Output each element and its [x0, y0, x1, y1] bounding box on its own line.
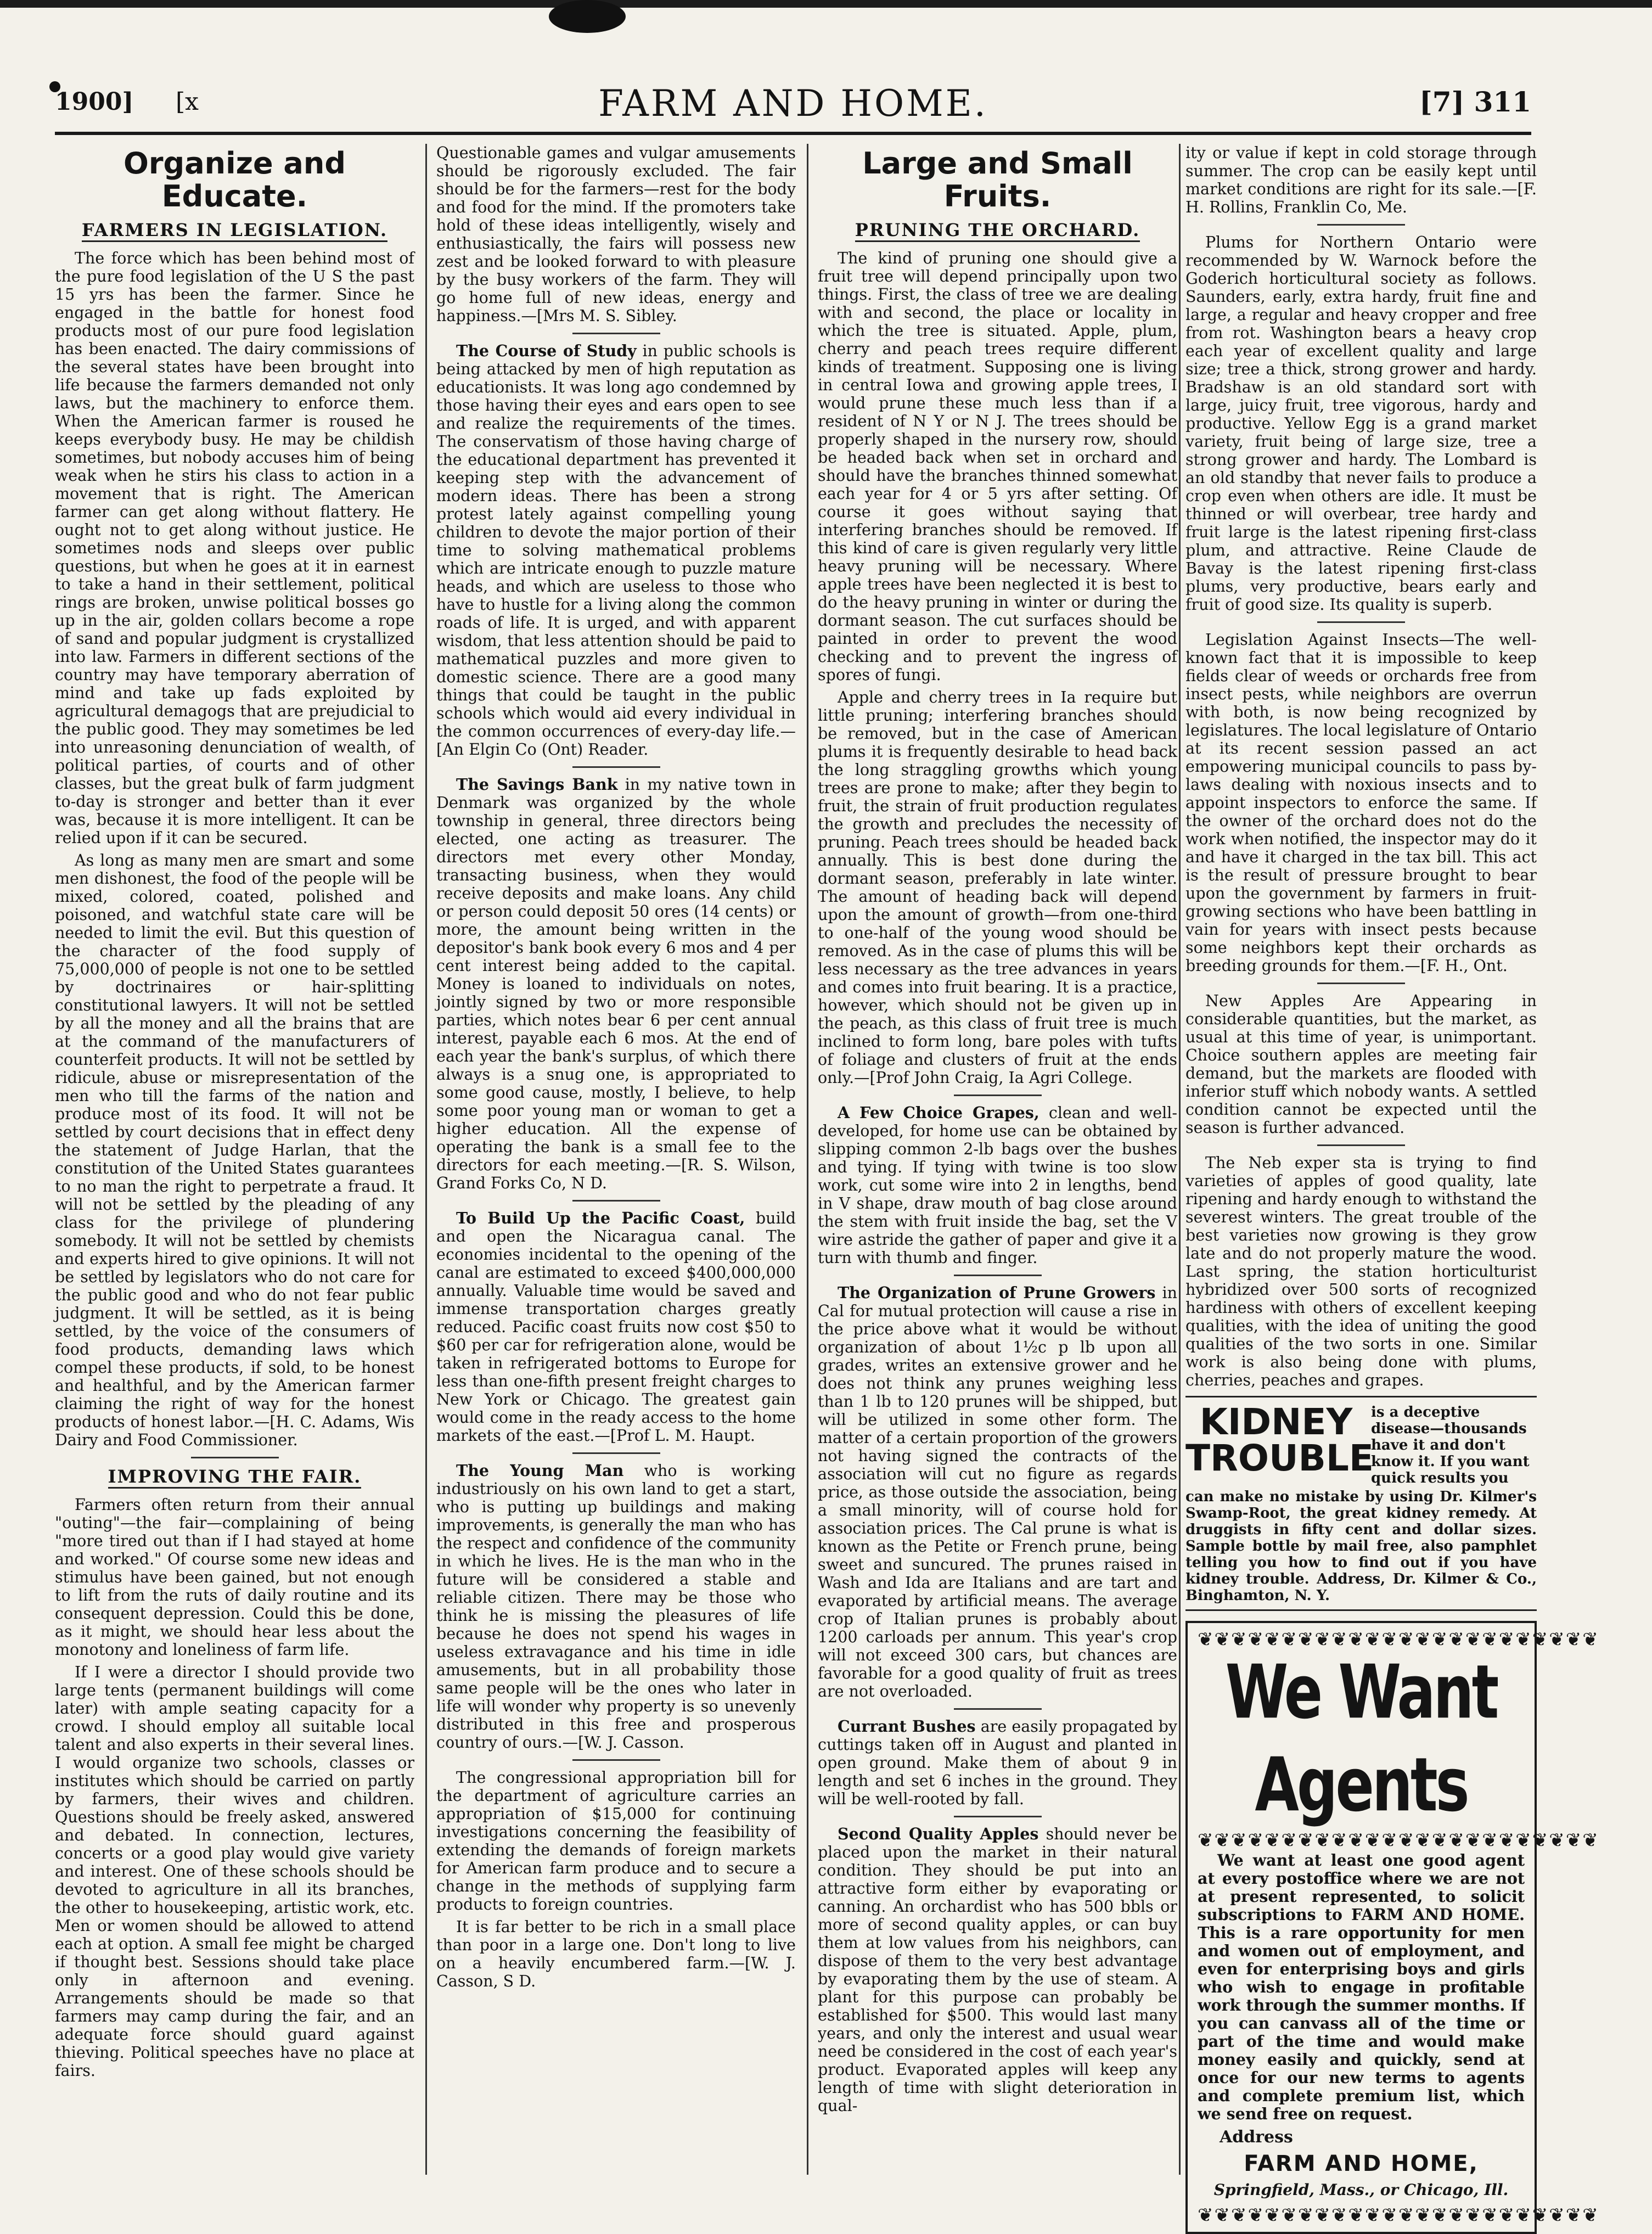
divider [1317, 224, 1405, 226]
article-paragraph [818, 1284, 1177, 1700]
column-2 [436, 144, 796, 2175]
article-paragraph [818, 1104, 1177, 1267]
column-rule [425, 144, 427, 2175]
kidney-ad-side-text: is a deceptive disease—thousands have it and don't know it. If you want quick results you [1371, 1404, 1530, 1486]
article-paragraph: Farmers often return from their annual "outing"—the fair—complaining of being "more tired out than if I had stayed at home and worked." Of course some new ideas and stimulus have been gained, but not enough to lift from the ruts of daily routine and its consequent depression. Could this be done, as it might, we should hear less about the monotony and loneliness of farm life. [55, 1496, 414, 1659]
divider [572, 333, 660, 334]
ornament-border-top: ❦❦❦❦❦❦❦❦❦❦❦❦❦❦❦❦❦❦❦❦❦❦❦❦ [1198, 1629, 1599, 1651]
divider [572, 766, 660, 768]
article-lead: Second Quality Apples [838, 1825, 1039, 1843]
agents-ad-body: We want at least one good agent at every postoffice where we are not at present represented, to solicit subscriptions to FARM AND HOME. This is a rare opportunity for men and women out of employment, and even for enterprising boys and girls who wish to engage in profitable work through the summer months. If you can canvass all of the time or part of the time and would make money easily and quickly, send at once for our new terms to agents and complete premium list, which we send free on request. [1198, 1851, 1525, 2123]
article-paragraph [818, 1717, 1177, 1808]
kidney-ad-body: can make no mistake by using Dr. Kilmer's Swamp-Root, the great kidney remedy. At druggists in fifty cent and dollar sizes. Sample bottle by mail free, also pamphlet telling you how to find out if you have kidney trouble. Address, Dr. Kilmer & Co., Binghamton, N. Y. [1185, 1489, 1537, 1604]
header-year: 1900] [55, 88, 134, 116]
article-paragraph: Legislation Against Insects—The well-known fact that it is impossible to keep fields clear of weeds or orchards free from insect pests, while neighbors are overrun with both, is now being recognized by legislatures. The local legislature of Ontario at its recent session passed an act empowering municipal councils to pass by-laws dealing with noxious insects and to appoint inspectors to enforce the same. If the owner of the orchard does not do the work when notified, the inspector may do it and have it charged in the tax bill. This act is the result of pressure brought to bear upon the government by farmers in fruit-growing sections who have been battling in vain for years with insect pests because some neighbors kept their orchards as breeding grounds for them.—[F. H., Ont. [1185, 631, 1537, 975]
divider [191, 1457, 279, 1458]
article-lead: To Build Up the Pacific Coast, [456, 1209, 745, 1227]
article-lead: A Few Choice Grapes, [838, 1103, 1039, 1122]
article-paragraph [436, 342, 796, 759]
page-header [55, 82, 1531, 126]
ink-blot [549, 0, 626, 33]
masthead-title: FARM AND HOME. [598, 82, 988, 125]
article-text: who is working industriously on his own land to get a start, who is putting up buildings and making improvements, is generally the man who has the respect and confidence of the community in which he lives. He is the man who in the future will be considered a stable and reliable citizen. There may be those who think he is missing the pleasures of life because he does not spend his wages in useless extravagance and his time in idle amusements, but in all probability those same people will be the ones who later in life will wonder why property is so unevenly distributed in this free and prosperous country of ours.—[W. J. Casson. [436, 1462, 796, 1752]
article-text: clean and well-developed, for home use can be obtained by slipping common 2-lb bags over the bushes and tying. If tying with twine is too slow work, cut some wire into 2 in lengths, bend in V shape, draw mouth of bag close around the stem with fruit inside the bag, set the V wire astride the gather of paper and give it a turn with thumb and finger. [818, 1104, 1177, 1267]
agents-ad-address-label: Address [1220, 2128, 1293, 2147]
column-3 [818, 144, 1177, 2175]
subheading-text: PRUNING THE ORCHARD. [855, 220, 1140, 242]
header-bracket: [x [176, 88, 199, 116]
article-paragraph [818, 1825, 1177, 2115]
ornament-border-middle: ❦❦❦❦❦❦❦❦❦❦❦❦❦❦❦❦❦❦❦❦❦❦❦❦ [1198, 1829, 1599, 1851]
article-paragraph: The Neb exper sta is trying to find varieties of apples of good quality, late ripening and hardy enough to withstand the severest winters. The great trouble of the best varieties now growing is they grow late and do not properly mature the wood. Last spring, the station horticulturist hybridized over 500 sorts of recognized hardiness with others of excellent keeping qualities, with the idea of uniting the good qualities of the two sorts in one. Similar work is also being done with plums, cherries, peaches and grapes. [1185, 1154, 1537, 1389]
kidney-ad-headline [1185, 1401, 1374, 1479]
column-rule [807, 144, 808, 2175]
divider [954, 1275, 1042, 1276]
column-1 [55, 144, 414, 2175]
article-paragraph [436, 776, 796, 1192]
section-title: Large and Small Fruits. [862, 146, 1133, 214]
article-paragraph [436, 1209, 796, 1445]
column-rule [1179, 144, 1181, 2175]
agents-ad-publisher: FARM AND HOME, [1244, 2151, 1479, 2176]
article-text: in Cal for mutual protection will cause a rise in the price above what it would be without organization of about 1½c p lb upon all grades, writes an extensive grower and he does not think any prunes weighing less than 1 lb to 120 prunes will be shipped, but will be utilized in some other form. The matter of a certain proportion of the growers not having signed the contracts of the association will cut no figure as regards price, as those outside the association, being a small minority, will of course hold for association prices. The Cal prune is what is known as the Petite or French prune, being sweet and suncured. The prunes raised in Wash and Ida are Italians and are tart and evaporated by artificial means. The average crop of Italian prunes is probably about 1200 carloads per annum. This year's crop will not exceed 300 cars, but chances are favorable for a good quality of fruit as trees are not overloaded. [818, 1284, 1177, 1700]
article-lead: The Organization of Prune Growers [838, 1283, 1156, 1302]
kidney-trouble-ad [1185, 1396, 1537, 1611]
scan-border-top [0, 0, 1652, 38]
article-paragraph: As long as many men are smart and some men dishonest, the food of the people will be mixed, colored, coated, polished and poisoned, and watchful state care will be needed to limit the evil. But this question of the character of the food supply of 75,000,000 of people is not one to be settled by doctrinaires or hair-splitting constitutional lawyers. It will not be settled by all the money and all the brains that are at the command of the manufacturers of counterfeit products. It will not be settled by ridicule, abuse or misrepresentation of the men who till the farms of the nation and produce most of its food. It will not be settled by court decisions that in effect deny the statement of Judge Harlan, that the constitution of the United States guarantees to no man the right to perpetrate a fraud. It will not be settled by the pleading of any class for the privilege of plundering somebody. It will not be settled by chemists and experts hired to give opinions. It will not be settled by legislators who do not care for the public good and who do not fear public judgment. It will be settled, as it is being settled, by the voice of the consumers of food products, demanding laws which compel these products, if sold, to be honest and healthful, and by the American farmer claiming the right of way for the honest products of honest labor.—[H. C. Adams, Wis Dairy and Food Commissioner. [55, 851, 414, 1449]
subheading [818, 220, 1177, 240]
article-paragraph [436, 1462, 796, 1752]
divider [1317, 1144, 1405, 1146]
article-text: are easily propagated by cuttings taken off in August and planted in open ground. Make them of about 9 in length and set 6 inches in the ground. They will be well-rooted by fall. [818, 1717, 1177, 1808]
article-paragraph: ity or value if kept in cold storage through summer. The crop can be easily kept until market conditions are right for its sale.—[F. H. Rollins, Franklin Co, Me. [1185, 144, 1537, 216]
article-lead: The Savings Bank [456, 775, 618, 794]
divider [1317, 621, 1405, 623]
article-paragraph: The congressional appropriation bill for the department of agriculture carries an appropriation of $15,000 for continuing investigations concerning the feasibility of extending the demands of foreign markets for American farm produce and to secure a change in the methods of supplying farm products to foreign countries. [436, 1769, 796, 1913]
article-text: in public schools is being attacked by men of high reputation as educationists. It was long ago condemned by those having their eyes and ears open to see and realize the requirements of the times. The conservatism of those having charge of the educational department has prevented it keeping step with the advancement of modern ideas. There has been a strong protest lately against compelling young children to devote the major portion of their time to solving mathematical problems which are intricate enough to puzzle mature heads, and which are useless to those who have to hustle for a living along the common roads of life. It is urged, and with apparent wisdom, that less attention should be paid to mathematical puzzles and more given to domestic science. There are a good many things that could be taught in the public schools which would aid every individual in the common occurrences of every-day life.—[An Elgin Co (Ont) Reader. [436, 342, 796, 759]
kidney-word: KIDNEY [1199, 1401, 1353, 1443]
article-text: build and open the Nicaragua canal. The economies incidental to the opening of the canal are estimated to exceed $400,000,000 annually. Valuable time would be saved and immense transportation charges greatly reduced. Pacific coast fruits now cost $50 to $60 per car for refrigeration alone, would be taken in refrigerated bottoms to Europe for less than one-fifth present freight charges to New York or Chicago. The greatest gain would come in the ready access to the home markets of the east.—[Prof L. M. Haupt. [436, 1209, 796, 1445]
kidney-ad-head [1185, 1401, 1537, 1486]
article-paragraph: New Apples Are Appearing in considerable quantities, but the market, as usual at this time of year, is unimportant. Choice southern apples are meeting fair demand, but the markets are flooded with inferior stuff which nobody wants. A settled condition cannot be expected until the season is further advanced. [1185, 992, 1537, 1137]
agents-ad-city: Springfield, Mass., or Chicago, Ill. [1213, 2181, 1509, 2199]
subheading-text: IMPROVING THE FAIR. [108, 1466, 362, 1489]
divider [572, 1452, 660, 1454]
article-lead: The Young Man [456, 1461, 624, 1480]
article-paragraph: Plums for Northern Ontario were recommended by W. Warnock before the Goderich horticultural society as follows. Saunders, early, extra hardy, fruit fine and large, a regular and heavy cropper and free from rot. Washington bears a heavy crop each year of excellent quality and large size; tree a thick, strong grower and hardy. Bradshaw is an old standard sort with large, juicy fruit, tree vigorous, hardy and productive. Yellow Egg is a grand market variety, fruit being of large size, tree a strong grower and hardy. The Lombard is an old standby that never fails to produce a crop even when others are idle. It must be thinned or will overbear, tree hardy and fruit large is the latest ripening first-class plum, and attractive. Reine Claude de Bavay is the latest ripening first-class plums, very productive, bears early and fruit of good size. Its quality is superb. [1185, 233, 1537, 614]
article-paragraph: The kind of pruning one should give a fruit tree will depend principally upon two things. First, the class of tree we are dealing with and second, the place or locality in which the tree is situated. Apple, plum, cherry and peach trees require different kinds of treatment. Supposing one is living in central Iowa and growing apple trees, I would prune these much less than if a resident of N Y or N J. The trees should be properly shaped in the nursery row, should be headed back when set in orchard and should have the branches thinned somewhat each year for 4 or 5 yrs after setting. Of course it goes without saying that interfering branches should be removed. If this kind of care is given regularly very little heavy pruning will be necessary. Where apple trees have been neglected it is best to do the heavy pruning in winter or during the dormant season. The cut surfaces should be painted in order to prevent the wood checking and to prevent the ingress of spores of fungi. [818, 249, 1177, 684]
article-text: in my native town in Denmark was organized by the whole township in general, three directors being elected, one acting as treasurer. The directors met every other Monday, transacting business, when they would receive deposits and make loans. Any child or person could deposit 50 ores (14 cents) or more, the amount being written in the depositor's bank book every 6 mos and 4 per cent interest being added to the capital. Money is loaned to individuals on notes, jointly signed by two or more responsible parties, which notes bear 6 per cent annual interest, payable each 6 mos. At the end of each year the bank's surplus, of which there always is a snug one, is appropriated to some good cause, mostly, I believe, to help some poor young man or woman to get a higher education. All the expense of operating the bank is a small fee to the directors for each meeting.—[R. S. Wilson, Grand Forks Co, N D. [436, 776, 796, 1192]
divider [1317, 983, 1405, 984]
article-text: should never be placed upon the market in their natural condition. They should be put into an attractive form either by evaporating or canning. An orchardist who has 500 bbls or more of second quality apples, or can buy them at low values from his neighbors, can dispose of them to the very best advantage by evaporating them by the use of steam. A plant for this purpose can probably be established for $500. This would last many years, and only the interest and usual wear need be considered in the cost of each year's product. Evaporated apples will keep any length of time with slight deterioration in qual- [818, 1825, 1177, 2115]
divider [954, 1816, 1042, 1817]
column-4 [1185, 144, 1599, 2226]
divider [954, 1094, 1042, 1096]
subheading-text: FARMERS IN LEGISLATION. [82, 220, 387, 242]
article-paragraph: The force which has been behind most of the pure food legislation of the U S the past 15 yrs has been the farmer. Since he engaged in the battle for honest food products most of our pure food legislation has been enacted. The dairy commissions of the several states have been brought into life because the farmers demanded not only laws, but the machinery to enforce them. When the American farmer is roused he keeps everybody busy. He may be childish sometimes, but nobody accuses him of being weak when he stirs his class to action in a movement that is right. The American farmer can get along without flattery. He ought not to get along without justice. He sometimes nods and sleeps over public questions, but when he goes at it in earnest to take a hand in their settlement, political rings are broken, unwise political bosses go up in the air, golden collars become a rope of sand and popular judgment is crystallized into law. Farmers in different sections of the country may have temporary aberration of mind and take up fads exploited by agricultural demagogs that are prejudicial to the public good. They may sometimes be led into unreasoning denunciation of wealth, of political parties, of courts and of other classes, but the great bulk of farm judgment to-day is stronger and better than it ever was, because it is more intelligent. It can be relied upon if it can be secured. [55, 249, 414, 847]
page-number: [7] 311 [1419, 86, 1531, 118]
article-lead: Currant Bushes [838, 1717, 976, 1736]
ornament-border-bottom: ❦❦❦❦❦❦❦❦❦❦❦❦❦❦❦❦❦❦❦❦❦❦❦❦ [1198, 2204, 1599, 2226]
section-title: Organize and Educate. [123, 146, 346, 214]
header-rule [55, 132, 1531, 135]
article-paragraph: It is far better to be rich in a small place than poor in a large one. Don't long to live on a heavily encumbered farm.—[W. J. Casson, S D. [436, 1918, 796, 1990]
article-lead: The Course of Study [456, 341, 637, 360]
subheading [55, 1466, 414, 1487]
divider [572, 1759, 660, 1761]
agents-ad-headline: We Want Agents [1225, 1648, 1497, 1828]
article-paragraph: Apple and cherry trees in Ia require but little pruning; interfering branches should be removed, but in the case of American plums it is frequently desirable to head back the long straggling growths which young trees are prone to make; after they begin to fruit, the strain of fruit production regulates the growth and precludes the necessity of pruning. Peach trees should be headed back annually. This is best done during the dormant season, preferably in late winter. The amount of heading back will depend upon the amount of growth—from one-third to one-half of the young wood should be removed. As in the case of plums this will be less necessary as the tree advances in years and comes into fruit bearing. It is a practice, however, which should not be given up in the peach, as this class of fruit tree is much inclined to form long, bare poles with tufts of foliage and clusters of fruit at the ends only.—[Prof John Craig, Ia Agri College. [818, 688, 1177, 1087]
we-want-agents-ad [1185, 1621, 1599, 2234]
article-paragraph: Questionable games and vulgar amusements should be rigorously excluded. The fair should be for the farmers—rest for the body and food for the mind. If the promoters take hold of these ideas intelligently, wisely and enthusiastically, the fairs will possess new zest and be looked forward to with pleasure by the busy workers of the farm. They will go home full of new ideas, energy and happiness.—[Mrs M. S. Sibley. [436, 144, 796, 325]
divider [954, 1708, 1042, 1710]
divider [572, 1200, 660, 1202]
article-paragraph: If I were a director I should provide two large tents (permanent buildings will come later) with ample seating capacity for a crowd. I should employ all suitable local talent and also experts in their several lines. I would organize two schools, classes or institutes which should be carried on partly by farmers, their wives and children. Questions should be freely asked, answered and debated. In connection, lectures, concerts or a good play would give variety and interest. One of these schools should be devoted to agriculture in all its branches, the other to housekeeping, artistic work, etc. Men or women should be allowed to attend each at option. A small fee might be charged if thought best. Sessions should take place only in afternoon and evening. Arrangements should be made so that farmers may camp during the fair, and an adequate force should guard against thieving. Political speeches have no place at fairs. [55, 1663, 414, 2080]
trouble-word: TROUBLE [1185, 1437, 1374, 1479]
subheading [55, 220, 414, 240]
